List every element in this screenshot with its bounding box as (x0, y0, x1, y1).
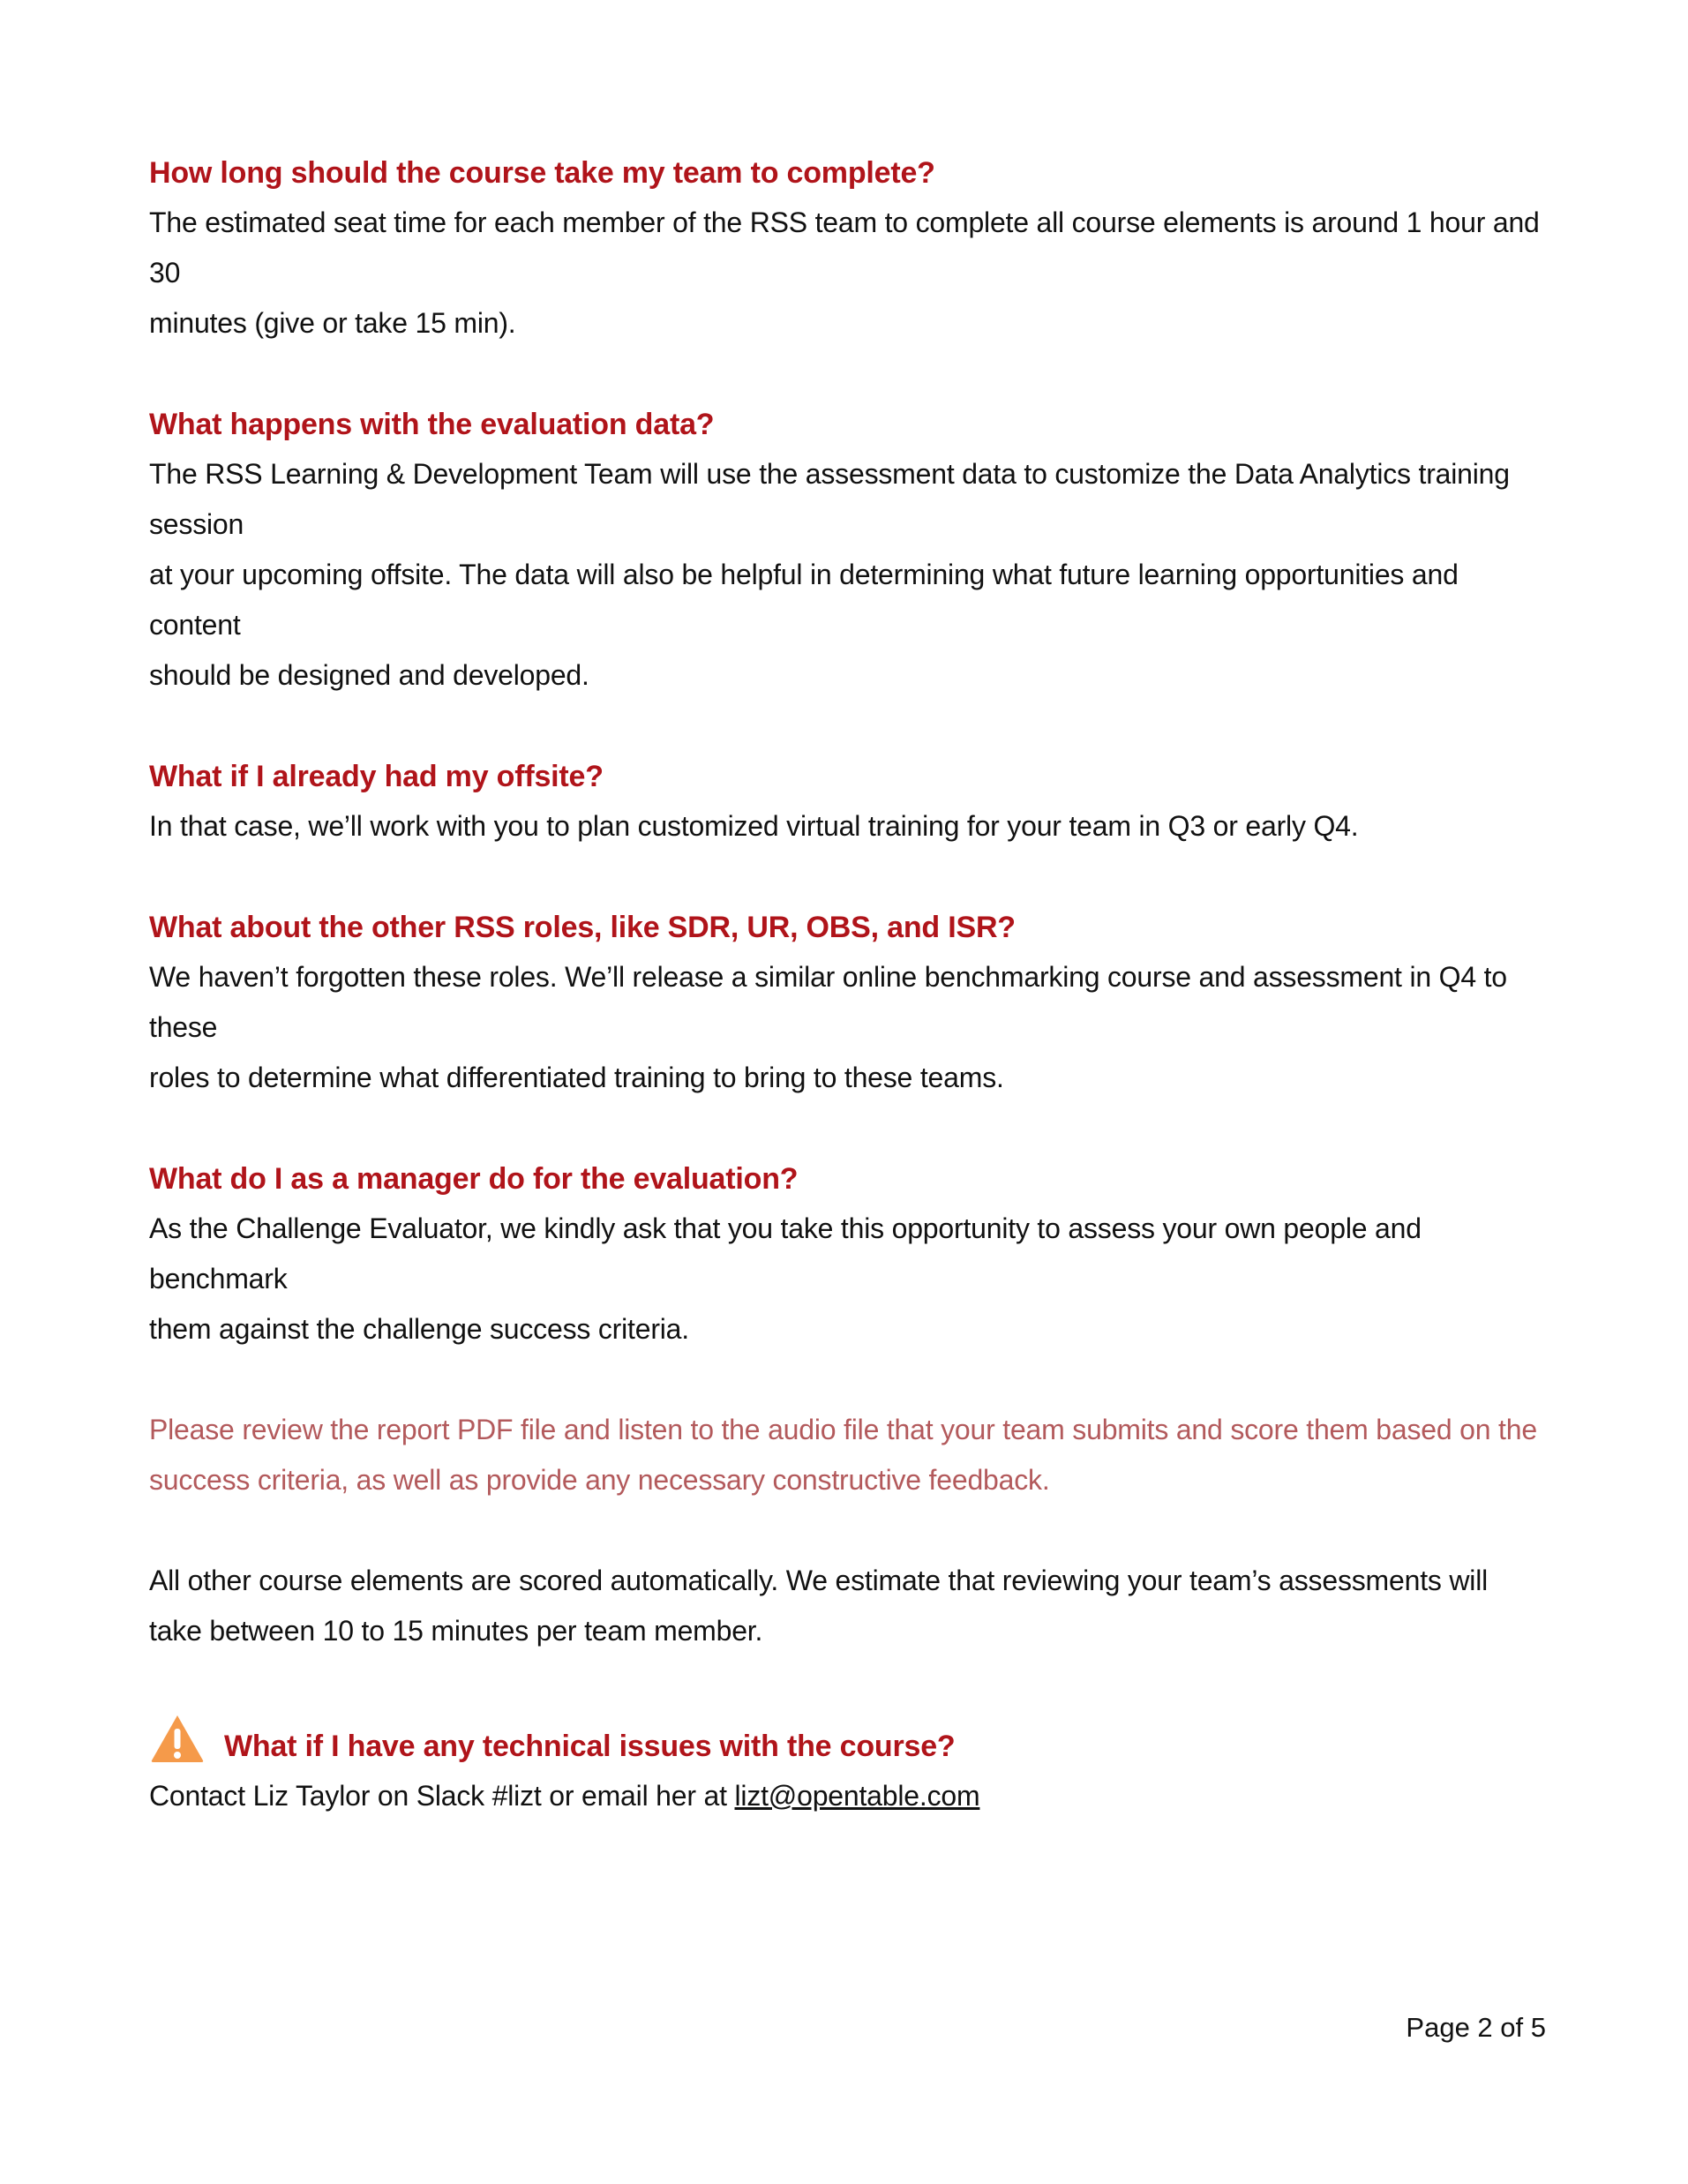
answer-line: We haven’t forgotten these roles. We’ll release a similar online benchmarking course and assessment in Q4 to these (149, 961, 1507, 1043)
contact-text: Contact Liz Taylor on Slack #lizt or email her at (149, 1780, 735, 1812)
faq-course-duration (149, 148, 1552, 349)
question-heading: What about the other RSS roles, like SDR, UR, OBS, and ISR? (149, 911, 1016, 944)
answer-line: them against the challenge success criteria. (149, 1313, 689, 1345)
auto-score-line: take between 10 to 15 minutes per team member. (149, 1615, 763, 1647)
question-heading: What if I have any technical issues with the course? (224, 1730, 956, 1763)
warning-icon (149, 1713, 206, 1764)
question-heading: What happens with the evaluation data? (149, 408, 715, 441)
answer-line: minutes (give or take 15 min). (149, 307, 516, 339)
answer-line: roles to determine what differentiated training to bring to these teams. (149, 1062, 1004, 1093)
answer-line: The estimated seat time for each member of the RSS team to complete all course elements is around 1 hour and 30 (149, 206, 1540, 289)
review-note (149, 1405, 1552, 1505)
auto-score-line: All other course elements are scored automatically. We estimate that reviewing your team’s assessments will (149, 1565, 1489, 1596)
page-number: Page 2 of 5 (1406, 2012, 1546, 2043)
answer-line: should be designed and developed. (149, 659, 589, 691)
answer-line: As the Challenge Evaluator, we kindly ask that you take this opportunity to assess your own people and benchmark (149, 1212, 1422, 1295)
contact-line (149, 1771, 1552, 1821)
answer-line: at your upcoming offsite. The data will also be helpful in determining what future learning opportunities and content (149, 559, 1459, 641)
review-note-line: Please review the report PDF file and listen to the audio file that your team submits and score them based on the (149, 1414, 1537, 1445)
question-heading: How long should the course take my team to complete? (149, 156, 935, 190)
faq-other-roles (149, 903, 1552, 1103)
faq-already-offsite (149, 752, 1552, 852)
technical-heading-row (149, 1713, 1552, 1771)
faq-manager-evaluation (149, 1154, 1552, 1355)
answer-line: The RSS Learning & Development Team will use the assessment data to customize the Data Analytics training session (149, 458, 1510, 540)
question-heading: What if I already had my offsite? (149, 760, 604, 793)
auto-score-paragraph (149, 1556, 1552, 1656)
document-page (149, 148, 1552, 1821)
answer-line: In that case, we’ll work with you to plan customized virtual training for your team in Q3 or early Q4. (149, 810, 1359, 842)
question-heading: What do I as a manager do for the evaluation? (149, 1162, 799, 1196)
review-note-line: success criteria, as well as provide any necessary constructive feedback. (149, 1464, 1050, 1496)
faq-technical-issues (149, 1713, 1552, 1821)
faq-evaluation-data (149, 400, 1552, 701)
email-link[interactable]: lizt@opentable.com (734, 1780, 980, 1812)
